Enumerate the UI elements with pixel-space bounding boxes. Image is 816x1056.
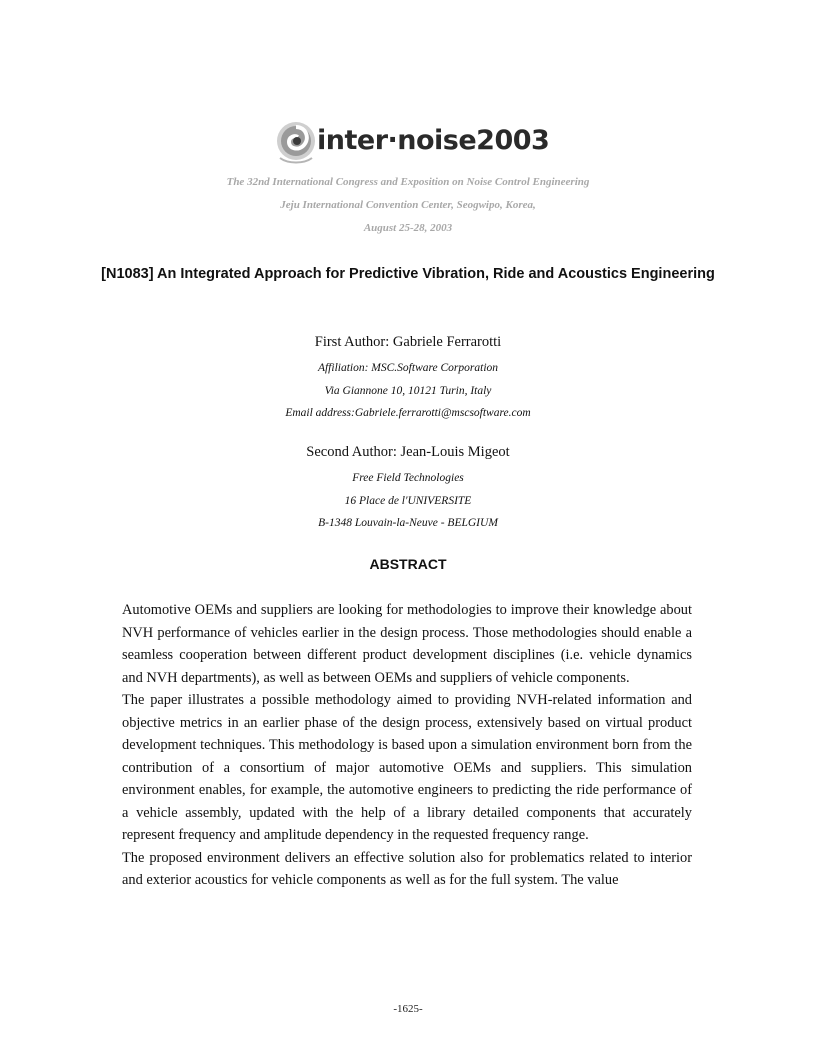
conference-name: The 32nd International Congress and Exposition on Noise Control Engineering	[226, 176, 590, 188]
abstract-paragraph: Automotive OEMs and suppliers are looking for methodologies to improve their knowledge about NVH performance of vehicles earlier in the design process. Those methodologies should enable a seamless cooperation between different product development disciplines (i.e. vehicle dynamics and NVH departments), as well as between OEMs and suppliers of vehicle components.	[122, 602, 692, 686]
conference-venue: Jeju International Convention Center, Seogwipo, Korea,	[280, 199, 536, 211]
second-author-affiliation: Free Field Technologies	[352, 472, 464, 484]
conference-dates: August 25-28, 2003	[363, 222, 453, 234]
abstract-paragraph: The proposed environment delivers an effective solution also for problematics related to interior and exterior acoustics for vehicle components as well as for the full system. The value	[122, 849, 692, 888]
second-author-name: Second Author: Jean-Louis Migeot	[306, 444, 510, 460]
second-author-address: 16 Place de l'UNIVERSITE	[344, 494, 472, 507]
paper-title: [N1083] An Integrated Approach for Predictive Vibration, Ride and Acoustics Engineering	[101, 266, 715, 282]
page-number: -1625-	[393, 1003, 423, 1015]
second-author-block	[0, 444, 816, 535]
first-author-email: Email address:Gabriele.ferrarotti@mscsoftware.com	[285, 407, 531, 419]
abstract-paragraph: The paper illustrates a possible methodology aimed to providing NVH-related information and objective metrics in an earlier phase of the design process, extensively based on virtual product development techniques. This methodology is based upon a simulation environment born from the contribution of a consortium of major automotive OEMs and suppliers. This simulation environment enables, for example, the automotive engineers to predicting the ride performance of a vehicle assembly, updated with the help of a library detailed components that accurately represent frequency and amplitude dependency in the requested frequency range.	[122, 692, 692, 843]
swirl-logo-icon	[274, 118, 318, 168]
first-author-name: First Author: Gabriele Ferrarotti	[314, 334, 502, 350]
abstract-body	[122, 599, 692, 892]
second-author-city: B-1348 Louvain-la-Neuve - BELGIUM	[318, 517, 498, 529]
abstract-heading: ABSTRACT	[369, 556, 447, 572]
first-author-affiliation: Affiliation: MSC.Software Corporation	[317, 362, 499, 374]
first-author-address: Via Giannone 10, 10121 Turin, Italy	[324, 384, 492, 397]
first-author-block	[0, 334, 816, 425]
conference-logo	[0, 118, 816, 168]
logo-text: inter·noise2003	[317, 125, 550, 156]
